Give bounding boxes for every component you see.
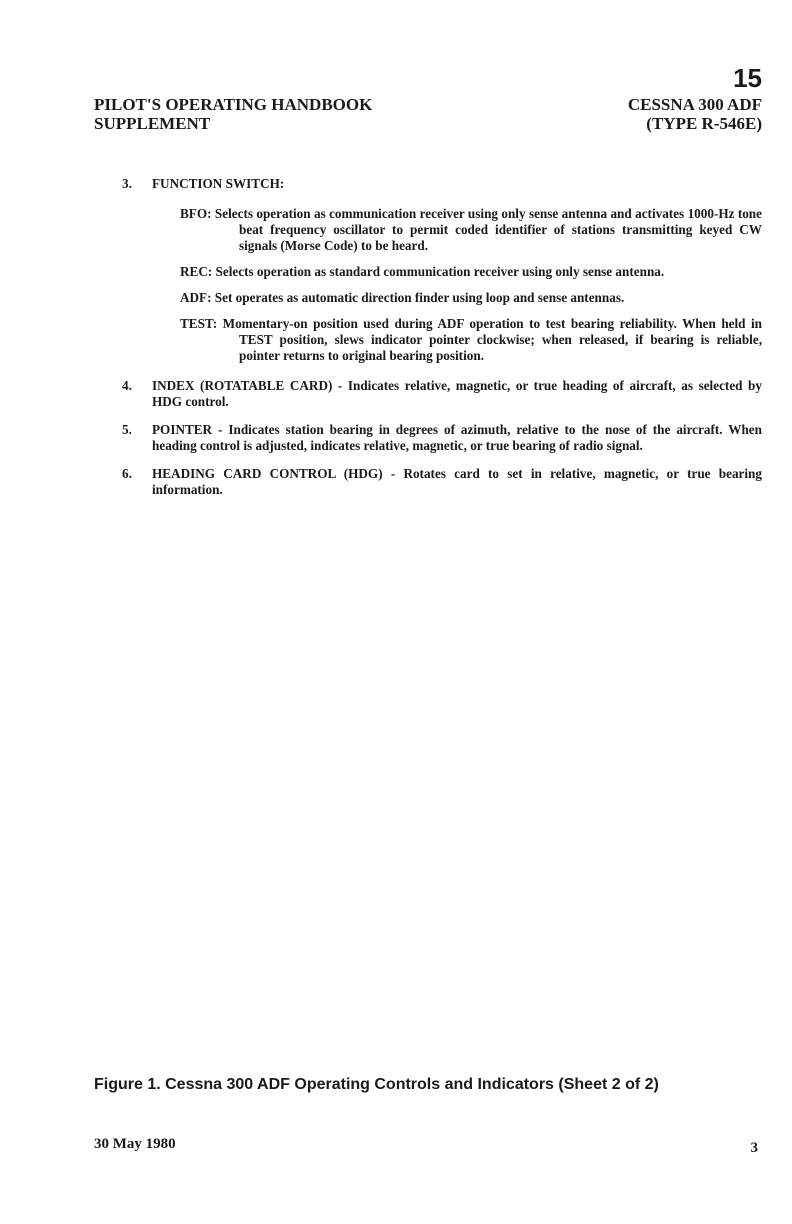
function-text: Selects operation as standard communication receiver using only sense antenna.: [215, 264, 665, 279]
item-number: 5.: [122, 422, 132, 437]
handbook-title: PILOT'S OPERATING HANDBOOK: [94, 95, 373, 114]
supplement-label: SUPPLEMENT: [94, 114, 211, 133]
item-number: 3.: [122, 176, 132, 191]
function-text: Momentary-on position used during ADF operation to test bearing reliability. When held in TEST position, slews indicator pointer clockwise; when released, if bearing is reliable, pointer returns to original bearing position.: [222, 316, 762, 363]
list-item-pointer: [122, 422, 762, 454]
supplement-number: 15: [733, 63, 762, 93]
function-text: Selects operation as communication receiver using only sense antenna and activates 1000-Hz tone beat frequency oscillator to permit coded identifier of stations transmitting keyed CW signals (Morse Code) to be heard.: [214, 206, 762, 253]
item-title: FUNCTION SWITCH:: [152, 176, 285, 191]
header-left: [94, 95, 372, 133]
figure-caption: Figure 1. Cessna 300 ADF Operating Controls and Indicators (Sheet 2 of 2): [94, 1076, 659, 1093]
page-number: 3: [750, 1140, 758, 1156]
function-label: REC:: [180, 264, 213, 279]
function-list: [180, 206, 762, 364]
description-list: [122, 176, 762, 498]
function-text: Set operates as automatic direction finder using loop and sense antennas.: [214, 290, 625, 305]
footer-date: 30 May 1980: [94, 1136, 176, 1152]
list-item-function-switch: [122, 176, 762, 364]
item-text: INDEX (ROTATABLE CARD) - Indicates relative, magnetic, or true heading of aircraft, as selected by HDG control.: [152, 378, 762, 409]
equipment-type: (TYPE R-546E): [646, 114, 762, 133]
function-label: BFO:: [180, 206, 212, 221]
function-test: [180, 316, 762, 364]
function-rec: [180, 264, 762, 280]
item-text: HEADING CARD CONTROL (HDG) - Rotates card to set in relative, magnetic, or true bearing information.: [152, 466, 762, 497]
item-number: 4.: [122, 378, 132, 393]
function-label: ADF:: [180, 290, 212, 305]
list-item-heading-card-control: [122, 466, 762, 498]
function-bfo: [180, 206, 762, 254]
item-text: POINTER - Indicates station bearing in degrees of azimuth, relative to the nose of the aircraft. When heading control is adjusted, indicates relative, magnetic, or true bearing of radio signal.: [152, 422, 762, 453]
equipment-name: CESSNA 300 ADF: [627, 95, 762, 114]
list-item-index: [122, 378, 762, 410]
header-right: [628, 95, 762, 133]
function-label: TEST:: [180, 316, 218, 331]
function-adf: [180, 290, 762, 306]
item-number: 6.: [122, 466, 132, 481]
